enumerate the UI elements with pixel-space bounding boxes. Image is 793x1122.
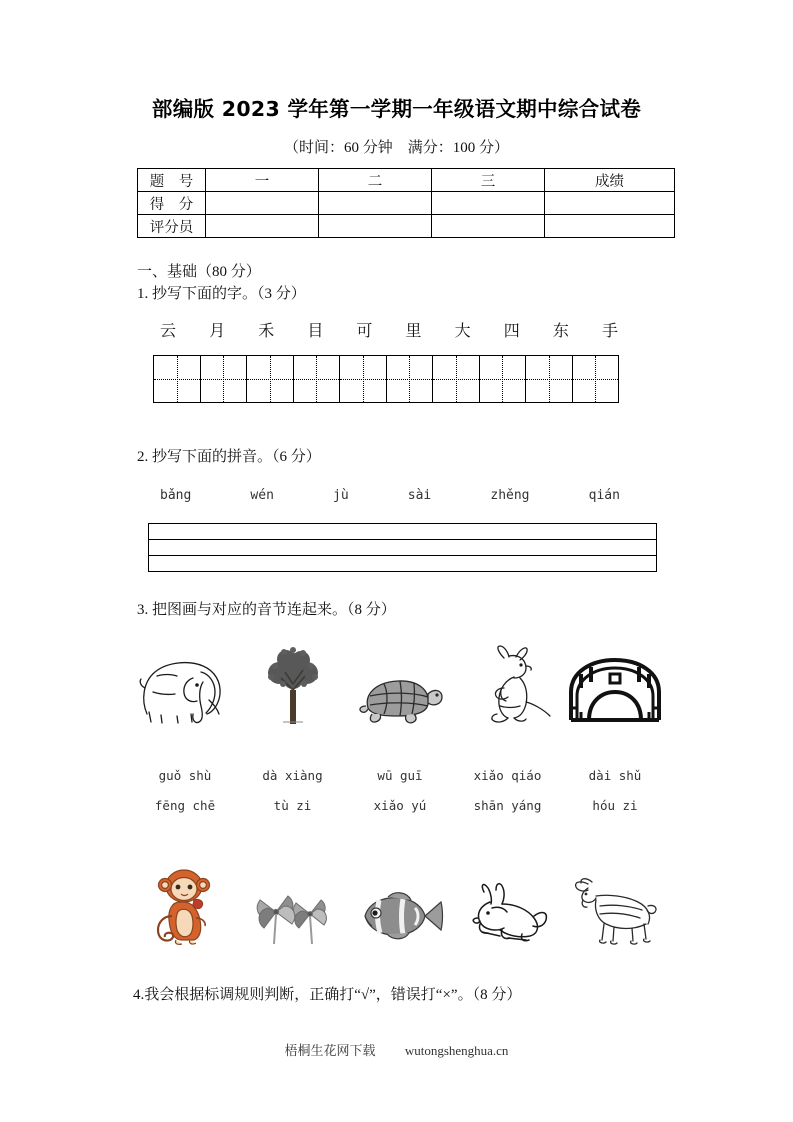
score-row-label: 评分员 bbox=[138, 215, 206, 238]
q3-syllable[interactable]: xiǎo yú bbox=[373, 798, 427, 813]
score-cell-blank[interactable] bbox=[206, 192, 319, 215]
score-row-label: 题 号 bbox=[138, 169, 206, 192]
q2-syllable: bǎng bbox=[160, 488, 192, 503]
q3-picture-tree[interactable] bbox=[243, 640, 343, 726]
score-cell: 成绩 bbox=[545, 169, 675, 192]
q1-character: 里 bbox=[405, 323, 422, 340]
tianzi-cell[interactable] bbox=[247, 356, 294, 403]
q3-picture-elephant[interactable] bbox=[135, 640, 235, 726]
rabbit-icon bbox=[462, 882, 554, 946]
q3-picture-clownfish[interactable] bbox=[350, 860, 450, 946]
q3-syllable[interactable]: dài shǔ bbox=[588, 768, 642, 783]
q2-pinyin-grid[interactable] bbox=[148, 523, 657, 572]
q1-character: 东 bbox=[552, 323, 569, 340]
q3-syllable[interactable]: xiǎo qiáo bbox=[473, 768, 542, 783]
q2-syllable: sài bbox=[407, 488, 432, 503]
question-1-prompt: 1. 抄写下面的字。（3 分） bbox=[137, 286, 306, 302]
tianzi-cell[interactable] bbox=[154, 356, 201, 403]
q2-syllable-list bbox=[160, 488, 620, 503]
q3-syllable[interactable]: dà xiàng bbox=[262, 768, 323, 783]
q2-syllable: jù bbox=[333, 488, 349, 503]
q1-character: 目 bbox=[307, 323, 324, 340]
q1-character: 云 bbox=[159, 323, 176, 340]
question-2-prompt: 2. 抄写下面的拼音。（6 分） bbox=[137, 449, 321, 465]
q3-syllable[interactable]: wū guī bbox=[377, 768, 423, 783]
page-title: 部编版 2023 学年第一学期一年级语文期中综合试卷 bbox=[151, 97, 642, 121]
q1-character: 禾 bbox=[258, 323, 275, 340]
question-3-prompt: 3. 把图画与对应的音节连起来。（8 分） bbox=[137, 602, 396, 618]
tianzi-cell[interactable] bbox=[340, 356, 387, 403]
q3-picture-monkey[interactable] bbox=[135, 860, 235, 946]
q3-picture-rabbit[interactable] bbox=[458, 860, 558, 946]
question-4-prompt: 4.我会根据标调规则判断，正确打“√”，错误打“×”。（8 分） bbox=[133, 987, 522, 1003]
score-cell: 二 bbox=[319, 169, 432, 192]
table-row bbox=[138, 169, 675, 192]
monkey-icon bbox=[150, 866, 220, 946]
q3-syllable[interactable]: tù zi bbox=[273, 798, 312, 813]
footer bbox=[0, 1040, 793, 1059]
clownfish-icon bbox=[355, 888, 445, 946]
q2-syllable: wén bbox=[250, 488, 274, 503]
q3-syllable[interactable]: fēng chē bbox=[154, 798, 216, 813]
q3-syllable-row-2 bbox=[135, 798, 665, 813]
tree-icon bbox=[253, 646, 333, 726]
q3-picture-row-bottom bbox=[135, 860, 665, 946]
q1-character: 四 bbox=[503, 323, 520, 340]
footer-site: wutongshenghua.cn bbox=[404, 1043, 509, 1058]
tianzi-cell[interactable] bbox=[433, 356, 480, 403]
pinyin-lane[interactable] bbox=[149, 556, 656, 571]
score-cell-blank[interactable] bbox=[319, 215, 432, 238]
score-cell-blank[interactable] bbox=[206, 215, 319, 238]
score-cell-blank[interactable] bbox=[545, 192, 675, 215]
score-cell: 三 bbox=[432, 169, 545, 192]
q3-picture-bridge[interactable] bbox=[565, 640, 665, 726]
q2-syllable: qián bbox=[588, 488, 620, 503]
q1-character: 大 bbox=[454, 323, 471, 340]
score-row-label: 得 分 bbox=[138, 192, 206, 215]
q3-picture-kangaroo[interactable] bbox=[458, 640, 558, 726]
tianzi-cell[interactable] bbox=[526, 356, 573, 403]
q2-syllable: zhěng bbox=[490, 488, 530, 503]
q3-picture-goat[interactable] bbox=[565, 860, 665, 946]
q3-syllable-row-1 bbox=[135, 768, 665, 783]
table-row bbox=[138, 215, 675, 238]
tianzi-cell[interactable] bbox=[387, 356, 434, 403]
q1-character-list bbox=[153, 318, 625, 341]
tianzi-cell[interactable] bbox=[480, 356, 527, 403]
tianzi-cell[interactable] bbox=[294, 356, 341, 403]
pinwheel-icon bbox=[250, 886, 336, 946]
bridge-icon bbox=[567, 656, 663, 726]
score-table bbox=[137, 168, 675, 238]
q1-character: 手 bbox=[601, 323, 618, 340]
elephant-icon bbox=[137, 652, 233, 726]
q3-picture-pinwheel[interactable] bbox=[243, 860, 343, 946]
exam-meta-subtitle: （时间：60 分钟 满分：100 分） bbox=[283, 140, 509, 156]
q3-syllable[interactable]: guǒ shù bbox=[158, 768, 212, 783]
q1-writing-grid[interactable] bbox=[153, 355, 619, 403]
score-cell-blank[interactable] bbox=[432, 192, 545, 215]
q3-picture-turtle[interactable] bbox=[350, 640, 450, 726]
footer-source: 梧桐生花网下载 bbox=[284, 1043, 376, 1058]
q3-syllable[interactable]: hóu zi bbox=[592, 798, 638, 813]
turtle-icon bbox=[354, 666, 446, 726]
score-cell: 一 bbox=[206, 169, 319, 192]
score-cell-blank[interactable] bbox=[545, 215, 675, 238]
q1-character: 可 bbox=[356, 323, 373, 340]
score-cell-blank[interactable] bbox=[319, 192, 432, 215]
q3-syllable[interactable]: shān yáng bbox=[473, 798, 542, 813]
pinyin-lane[interactable] bbox=[149, 540, 656, 556]
pinyin-lane[interactable] bbox=[149, 524, 656, 540]
q3-picture-row-top bbox=[135, 640, 665, 726]
goat-icon bbox=[570, 876, 660, 946]
tianzi-cell[interactable] bbox=[573, 356, 620, 403]
q1-character: 月 bbox=[209, 323, 226, 340]
table-row bbox=[138, 192, 675, 215]
kangaroo-icon bbox=[464, 644, 552, 726]
tianzi-cell[interactable] bbox=[201, 356, 248, 403]
section-heading-one: 一、基础（80 分） bbox=[137, 264, 261, 280]
score-cell-blank[interactable] bbox=[432, 215, 545, 238]
